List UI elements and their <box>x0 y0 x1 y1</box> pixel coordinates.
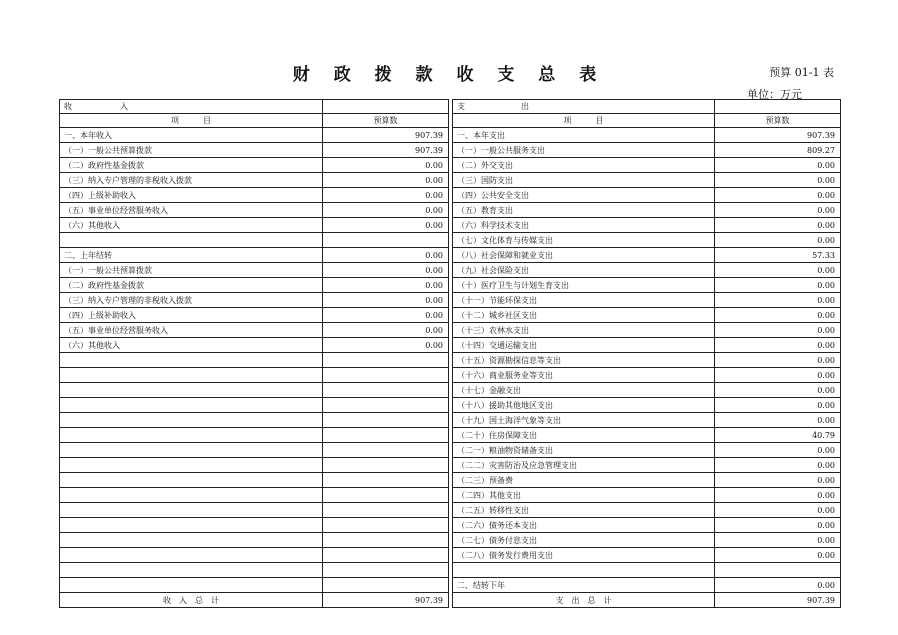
expense-budget-cell: 0.00 <box>715 308 841 323</box>
expense-item-cell: 一、本年支出 <box>453 128 715 143</box>
expense-item-cell: （七）文化体育与传媒支出 <box>453 233 715 248</box>
table-row <box>60 173 841 188</box>
table-row <box>60 518 841 533</box>
unit-label: 单位：万元 <box>747 88 802 101</box>
expense-budget-cell: 0.00 <box>715 188 841 203</box>
income-budget-cell <box>323 413 449 428</box>
expense-budget-header: 预算数 <box>715 114 841 128</box>
table-row <box>60 263 841 278</box>
expense-budget-cell: 0.00 <box>715 278 841 293</box>
expense-item-cell: （十）医疗卫生与计划生育支出 <box>453 278 715 293</box>
table-row <box>60 413 841 428</box>
income-budget-cell: 0.00 <box>323 323 449 338</box>
expense-budget-cell: 0.00 <box>715 473 841 488</box>
income-budget-cell: 0.00 <box>323 158 449 173</box>
table-row <box>60 218 841 233</box>
table-row <box>60 488 841 503</box>
table-row <box>60 503 841 518</box>
income-budget-cell <box>323 428 449 443</box>
expense-budget-cell: 0.00 <box>715 443 841 458</box>
expense-budget-cell: 0.00 <box>715 368 841 383</box>
income-budget-cell: 0.00 <box>323 188 449 203</box>
expense-budget-cell: 0.00 <box>715 518 841 533</box>
table-row <box>60 203 841 218</box>
income-item-cell: （一）一般公共预算拨款 <box>60 263 323 278</box>
income-budget-cell <box>323 548 449 563</box>
expense-total-label: 支 出 总 计 <box>453 593 715 608</box>
table-body <box>60 128 841 593</box>
income-total-label: 收 入 总 计 <box>60 593 323 608</box>
table-row <box>60 473 841 488</box>
income-budget-cell <box>323 518 449 533</box>
expense-budget-cell: 0.00 <box>715 503 841 518</box>
expense-item-cell: （二）外交支出 <box>453 158 715 173</box>
table-row <box>60 278 841 293</box>
income-item-cell <box>60 563 323 578</box>
expense-item-cell: （十六）商业服务业等支出 <box>453 368 715 383</box>
table-row <box>60 428 841 443</box>
expense-budget-cell: 0.00 <box>715 353 841 368</box>
income-item-cell: （一）一般公共预算拨款 <box>60 143 323 158</box>
table-row <box>60 233 841 248</box>
expense-item-header: 项 目 <box>453 114 715 128</box>
expense-budget-cell: 0.00 <box>715 233 841 248</box>
expense-budget-cell: 0.00 <box>715 578 841 593</box>
table-row <box>60 398 841 413</box>
expense-budget-cell: 0.00 <box>715 338 841 353</box>
expense-item-cell: （十二）城乡社区支出 <box>453 308 715 323</box>
income-item-cell: 一、本年收入 <box>60 128 323 143</box>
expense-section-spacer <box>715 100 841 114</box>
income-item-cell <box>60 398 323 413</box>
income-item-cell: 二、上年结转 <box>60 248 323 263</box>
income-budget-cell: 0.00 <box>323 248 449 263</box>
income-item-cell: （三）纳入专户管理的非税收入拨款 <box>60 293 323 308</box>
income-budget-cell <box>323 563 449 578</box>
expense-item-cell: （二四）其他支出 <box>453 488 715 503</box>
table-row <box>60 443 841 458</box>
income-budget-cell <box>323 398 449 413</box>
income-item-cell <box>60 473 323 488</box>
expense-budget-cell: 0.00 <box>715 488 841 503</box>
income-item-cell: （五）事业单位经营服务收入 <box>60 323 323 338</box>
expense-budget-cell: 0.00 <box>715 398 841 413</box>
expense-budget-cell: 0.00 <box>715 158 841 173</box>
expense-item-cell: （十五）资源勘探信息等支出 <box>453 353 715 368</box>
income-item-cell <box>60 533 323 548</box>
expense-budget-cell: 0.00 <box>715 218 841 233</box>
income-item-cell <box>60 578 323 593</box>
expense-budget-cell: 0.00 <box>715 413 841 428</box>
income-item-cell <box>60 383 323 398</box>
table-row <box>60 188 841 203</box>
expense-item-cell: （十三）农林水支出 <box>453 323 715 338</box>
expense-budget-cell: 0.00 <box>715 263 841 278</box>
total-row <box>60 593 841 608</box>
table-row <box>60 533 841 548</box>
income-budget-cell <box>323 368 449 383</box>
expense-item-cell: （九）社会保险支出 <box>453 263 715 278</box>
income-item-cell: （六）其他收入 <box>60 338 323 353</box>
income-budget-header: 预算数 <box>323 114 449 128</box>
income-item-cell <box>60 548 323 563</box>
income-budget-cell <box>323 443 449 458</box>
income-budget-cell <box>323 473 449 488</box>
income-budget-cell <box>323 503 449 518</box>
expense-item-cell: （二一）粮油物资储备支出 <box>453 443 715 458</box>
income-budget-cell: 907.39 <box>323 143 449 158</box>
income-item-cell: （六）其他收入 <box>60 218 323 233</box>
expense-budget-cell: 0.00 <box>715 173 841 188</box>
table-row <box>60 308 841 323</box>
income-item-header: 项 目 <box>60 114 323 128</box>
expense-item-cell <box>453 563 715 578</box>
expense-item-cell: （二七）债务付息支出 <box>453 533 715 548</box>
expense-section-header: 支 出 <box>453 100 715 114</box>
expense-budget-cell: 0.00 <box>715 203 841 218</box>
income-budget-cell: 0.00 <box>323 278 449 293</box>
expense-budget-cell <box>715 563 841 578</box>
expense-item-cell: （十一）节能环保支出 <box>453 293 715 308</box>
income-section-spacer <box>323 100 449 114</box>
income-item-cell: （四）上级补助收入 <box>60 188 323 203</box>
expense-item-cell: 二、结转下年 <box>453 578 715 593</box>
form-number: 预算 01-1 表 <box>769 66 834 79</box>
income-total-value: 907.39 <box>323 593 449 608</box>
income-item-cell: （四）上级补助收入 <box>60 308 323 323</box>
income-budget-cell <box>323 353 449 368</box>
table-row <box>60 128 841 143</box>
income-item-cell <box>60 503 323 518</box>
income-budget-cell: 0.00 <box>323 338 449 353</box>
income-budget-cell: 0.00 <box>323 263 449 278</box>
table-row <box>60 248 841 263</box>
income-budget-cell: 0.00 <box>323 173 449 188</box>
expense-budget-cell: 809.27 <box>715 143 841 158</box>
income-item-cell <box>60 413 323 428</box>
table-row <box>60 368 841 383</box>
expense-item-cell: （二六）债务还本支出 <box>453 518 715 533</box>
income-item-cell: （五）事业单位经营服务收入 <box>60 203 323 218</box>
table-row <box>60 563 841 578</box>
expense-budget-cell: 0.00 <box>715 548 841 563</box>
income-item-cell: （二）政府性基金拨款 <box>60 278 323 293</box>
expense-budget-cell: 0.00 <box>715 323 841 338</box>
income-budget-cell <box>323 578 449 593</box>
income-budget-cell <box>323 233 449 248</box>
expense-item-cell: （十四）交通运输支出 <box>453 338 715 353</box>
expense-budget-cell: 0.00 <box>715 383 841 398</box>
table-row <box>60 458 841 473</box>
income-section-header: 收 入 <box>60 100 323 114</box>
table-row <box>60 353 841 368</box>
income-item-cell <box>60 458 323 473</box>
expense-item-cell: （十九）国土海洋气象等支出 <box>453 413 715 428</box>
expense-budget-cell: 0.00 <box>715 293 841 308</box>
table-row <box>60 293 841 308</box>
income-budget-cell <box>323 458 449 473</box>
table-row <box>60 338 841 353</box>
page-title: 财 政 拨 款 收 支 总 表 <box>292 65 606 85</box>
income-item-cell <box>60 353 323 368</box>
expense-item-cell: （四）公共安全支出 <box>453 188 715 203</box>
income-budget-cell: 907.39 <box>323 128 449 143</box>
income-budget-cell <box>323 383 449 398</box>
expense-budget-cell: 0.00 <box>715 533 841 548</box>
expense-item-cell: （二十）住房保障支出 <box>453 428 715 443</box>
table-row <box>60 143 841 158</box>
expense-item-cell: （二五）转移性支出 <box>453 503 715 518</box>
table-row <box>60 158 841 173</box>
table-row <box>60 578 841 593</box>
income-item-cell <box>60 368 323 383</box>
expense-item-cell: （六）科学技术支出 <box>453 218 715 233</box>
income-item-cell <box>60 518 323 533</box>
table-row <box>60 548 841 563</box>
budget-summary-table <box>59 99 841 608</box>
expense-budget-cell: 907.39 <box>715 128 841 143</box>
income-item-cell <box>60 443 323 458</box>
table-row <box>60 323 841 338</box>
expense-item-cell: （二八）债务发行费用支出 <box>453 548 715 563</box>
table-row <box>60 383 841 398</box>
expense-item-cell: （十七）金融支出 <box>453 383 715 398</box>
income-item-cell <box>60 488 323 503</box>
expense-item-cell: （八）社会保障和就业支出 <box>453 248 715 263</box>
income-item-cell: （三）纳入专户管理的非税收入拨款 <box>60 173 323 188</box>
income-budget-cell <box>323 488 449 503</box>
income-item-cell <box>60 428 323 443</box>
expense-item-cell: （二三）预备费 <box>453 473 715 488</box>
expense-item-cell: （一）一般公共服务支出 <box>453 143 715 158</box>
income-budget-cell: 0.00 <box>323 203 449 218</box>
income-item-cell <box>60 233 323 248</box>
income-budget-cell: 0.00 <box>323 308 449 323</box>
income-budget-cell: 0.00 <box>323 218 449 233</box>
expense-budget-cell: 57.33 <box>715 248 841 263</box>
income-budget-cell: 0.00 <box>323 293 449 308</box>
expense-budget-cell: 40.79 <box>715 428 841 443</box>
section-header-row <box>60 100 841 114</box>
column-header-row <box>60 114 841 128</box>
expense-item-cell: （二二）灾害防治及应急管理支出 <box>453 458 715 473</box>
income-budget-cell <box>323 533 449 548</box>
expense-item-cell: （三）国防支出 <box>453 173 715 188</box>
expense-item-cell: （十八）援助其他地区支出 <box>453 398 715 413</box>
expense-budget-cell: 0.00 <box>715 458 841 473</box>
income-item-cell: （二）政府性基金拨款 <box>60 158 323 173</box>
expense-item-cell: （五）教育支出 <box>453 203 715 218</box>
expense-total-value: 907.39 <box>715 593 841 608</box>
